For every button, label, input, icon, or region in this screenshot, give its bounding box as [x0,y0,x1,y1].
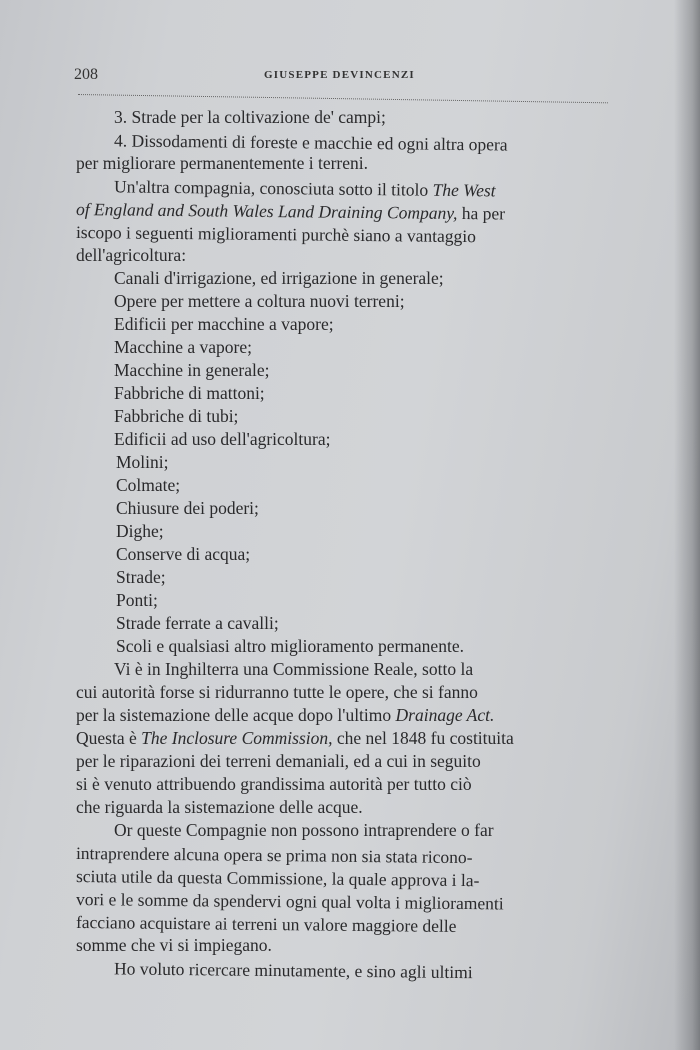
text-line: 3. Strade per la coltivazione de' campi; [114,107,386,127]
list-item: Colmate; [116,475,181,495]
text-line: iscopo i seguenti miglioramenti purchè siano a vantaggio [75,222,477,247]
list-item: Conserve di acqua; [116,544,251,564]
list-item: Strade ferrate a cavalli; [116,613,279,633]
list-item: Strade; [116,567,166,587]
text-line: dell'agricoltura: [76,245,187,265]
list-item: Edificii ad uso dell'agricoltura; [114,429,331,449]
text-line: che riguarda la sistemazione delle acque. [76,797,363,817]
list-item: Ponti; [116,590,158,610]
body-text [75,106,616,983]
text-line: per migliorare permanentemente i terreni. [76,153,369,173]
page-number: 208 [74,66,98,83]
list-item: Opere per mettere a coltura nuovi terreni; [114,291,405,311]
text-line: facciano acquistare ai terreni un valore maggiore delle [75,912,457,936]
header-rule [78,94,608,103]
list-item: Macchine in generale; [114,360,270,380]
text-line: Ho voluto ricercare minutamente, e sino agli ultimi [113,958,473,983]
text-line: Or queste Compagnie non possono intraprendere o far [114,820,494,840]
text-line: somme che vi si impiegano. [76,935,272,955]
text-line: sciuta utile da questa Commissione, la quale approva i la- [75,866,480,891]
list-item: Scoli e qualsiasi altro miglioramento permanente. [116,636,464,656]
list-item: Canali d'irrigazione, ed irrigazione in generale; [114,268,444,288]
text-line: vori e le somme da spendervi ogni qual volta i miglioramenti [75,889,504,914]
page-header [74,66,614,90]
text-line: per le riparazioni dei terreni demaniali, ed a cui in seguito [76,751,481,771]
text-line: Vi è in Inghilterra una Commissione Reale, sotto la [114,659,474,679]
list-item: Edificii per macchine a vapore; [114,314,334,334]
text-line: intraprendere alcuna opera se prima non sia stata ricono- [75,843,473,868]
text-line: 4. Dissodamenti di foreste e macchie ed ogni altra opera [113,130,508,155]
list-item: Molini; [116,452,169,472]
text-line: Questa è The Inclosure Commission, che nel 1848 fu costituita [76,728,514,748]
list-item: Dighe; [116,521,164,541]
text-line: si è venuto attribuendo grandissima autorità per tutto ciò [76,774,472,794]
text-line: of England and South Wales Land Draining Company, ha per [75,199,506,224]
text-line: cui autorità forse si ridurranno tutte le opere, che si fanno [76,682,478,702]
list-item: Fabbriche di mattoni; [114,383,265,403]
text-line: per la sistemazione delle acque dopo l'ultimo Drainage Act. [76,705,495,725]
list-item: Fabbriche di tubi; [114,406,239,426]
text-line: Un'altra compagnia, conosciuta sotto il titolo The West [113,176,496,201]
page-edge-shadow [674,0,700,1050]
list-item: Chiusure dei poderi; [116,498,259,518]
running-title: GIUSEPPE DEVINCENZI [264,69,415,81]
list-item: Macchine a vapore; [114,337,252,357]
